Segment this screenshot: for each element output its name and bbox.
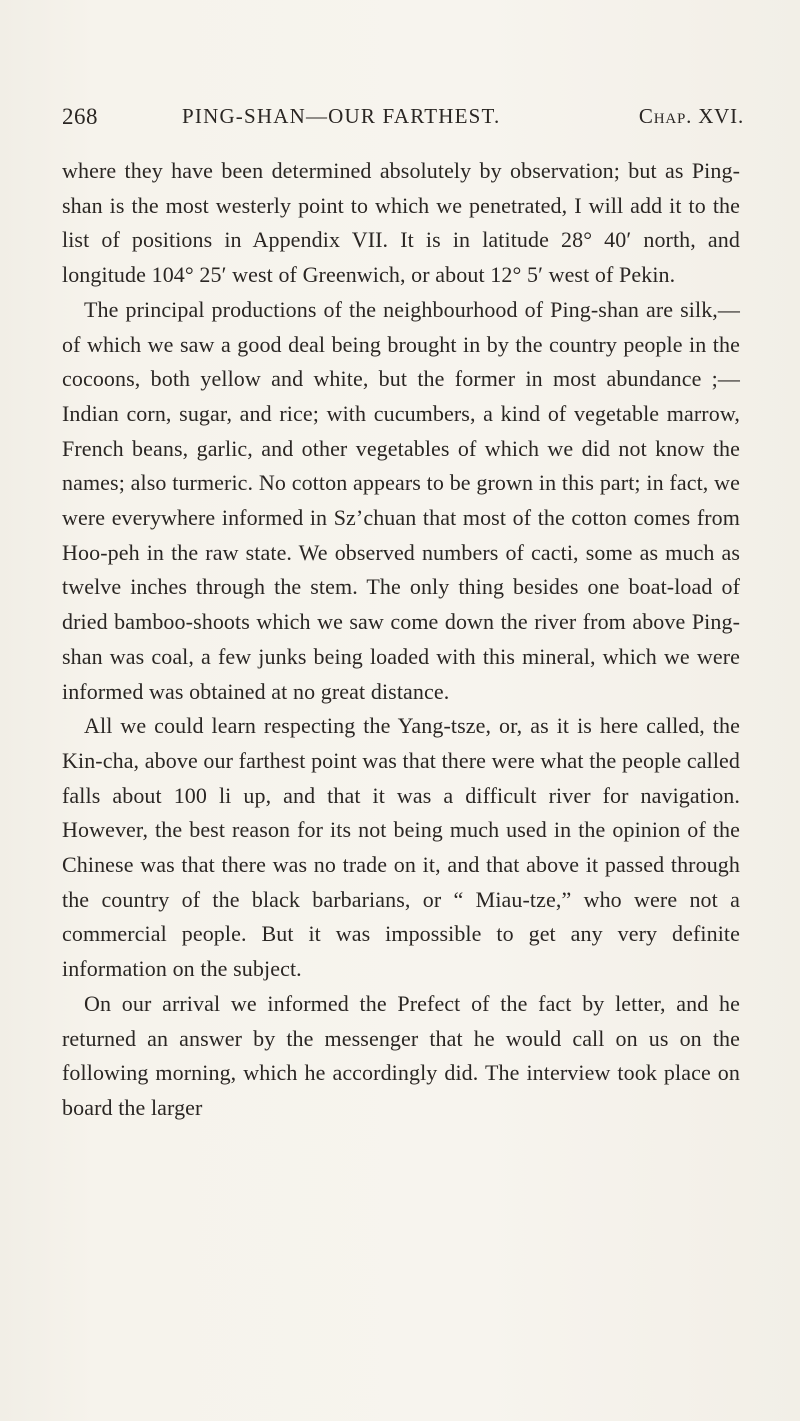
- paragraph-productions: The principal productions of the neighbourhood of Ping-shan are silk,—of which we saw a good deal being brought in by the country people in the cocoons, both yellow and white, but the former in most abundance ;—Indian corn, sugar, and rice; with cucumbers, a kind of vegetable marrow, French beans, garlic, and other vegetables of which we did not know the names; also turmeric. No cotton appears to be grown in this part; in fact, we were everywhere informed in Sz’chuan that most of the cotton comes from Hoo-peh in the raw state. We observed numbers of cacti, some as much as twelve inches through the stem. The only thing besides one boat-load of dried bamboo-shoots which we saw come down the river from above Ping-shan was coal, a few junks being loaded with this mineral, which we were informed was obtained at no great distance.: [62, 296, 740, 704]
- page-header: [62, 104, 742, 134]
- paragraph-prefect: On our arrival we informed the Prefect of the fact by letter, and he returned an answer by the messenger that he would call on us on the following morning, which he accordingly did. The interview took place on board the larger: [62, 990, 740, 1120]
- paragraph-continuation: where they have been determined absolutely by observation; but as Ping-shan is the most westerly point to which we penetrated, I will add it to the list of positions in Appendix VII. It is in latitude 28° 40′ north, and longitude 104° 25′ west of Greenwich, or about 12° 5′ west of Pekin.: [62, 158, 740, 288]
- body-text: [62, 154, 740, 1126]
- running-head: PING-SHAN—OUR FARTHEST.: [182, 104, 501, 128]
- chapter-reference: [639, 104, 744, 129]
- paragraph-yang-tsze: All we could learn respecting the Yang-tsze, or, as it is here called, the Kin-cha, above our farthest point was that there were what the people called falls about 100 li up, and that it was a difficult river for navigation. However, the best reason for its not being much used in the opinion of the Chinese was that there was no trade on it, and that above it passed through the country of the black barbarians, or “ Miau-tze,” who were not a commercial people. But it was impossible to get any very definite information on the subject.: [62, 713, 740, 982]
- chapter-label: Chap. XVI.: [638, 104, 744, 128]
- page-number: 268: [62, 104, 98, 129]
